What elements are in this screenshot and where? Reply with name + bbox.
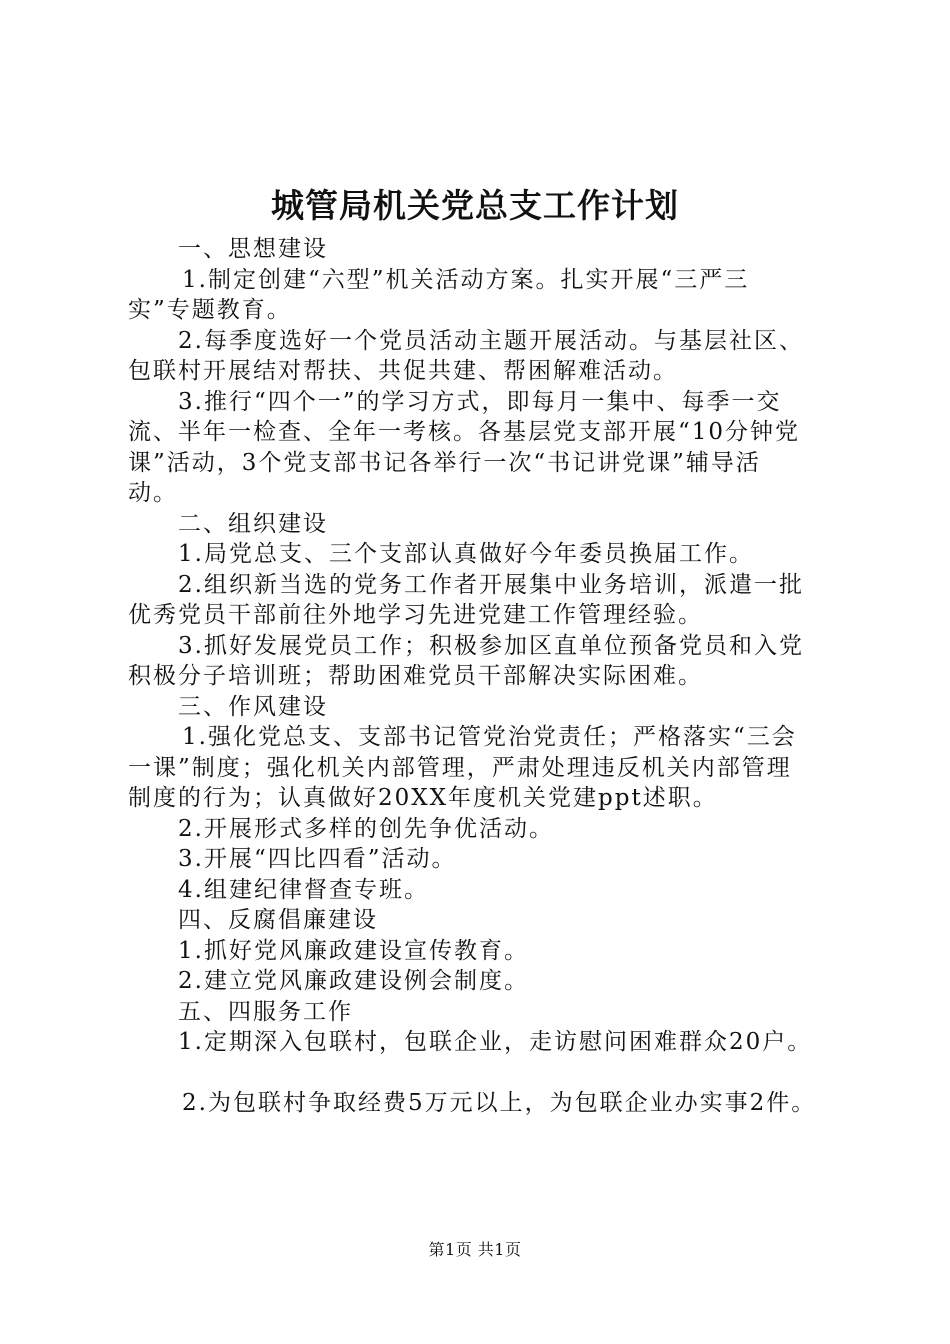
paragraph-line: 制度的行为；认真做好20XX年度机关党建ppt述职。 [128, 785, 718, 811]
section-heading-2: 二、组织建设 [178, 510, 328, 537]
section-heading-4: 四、反腐倡廉建设 [178, 907, 378, 933]
paragraph-line: 动。 [128, 480, 178, 506]
paragraph-line: 1.局党总支、三个支部认真做好今年委员换届工作。 [178, 541, 754, 567]
paragraph-line: 4.组建纪律督查专班。 [178, 876, 429, 903]
section-heading-1: 一、思想建设 [178, 236, 328, 262]
paragraph-line: 优秀党员干部前往外地学习先进党建工作管理经验。 [128, 602, 703, 628]
blank-line [128, 1058, 834, 1089]
paragraph-line: 3.推行“四个一”的学习方式，即每月一集中、每季一交 [178, 388, 782, 415]
section-heading-3: 三、作风建设 [178, 693, 328, 720]
paragraph-line: 包联村开展结对帮扶、共促共建、帮困解难活动。 [128, 358, 678, 384]
paragraph-line: 1.制定创建“六型”机关活动方案。扎实开展“三严三 [182, 266, 750, 293]
page-footer: 第1页 共1页 [428, 1240, 522, 1259]
paragraph-line: 1.强化党总支、支部书记管党治党责任；严格落实“三会 [182, 724, 797, 750]
paragraph-line: 2.建立党风廉政建设例会制度。 [178, 968, 529, 994]
paragraph-line: 3.开展“四比四看”活动。 [178, 846, 457, 872]
paragraph-line: 实”专题教育。 [128, 297, 292, 323]
document-body [128, 234, 834, 1119]
paragraph-line: 一课”制度；强化机关内部管理，严肃处理违反机关内部管理 [128, 754, 792, 781]
paragraph-line: 2.为包联村争取经费5万元以上，为包联企业办实事2件。 [182, 1090, 817, 1116]
paragraph-line: 流、半年一检查、全年一考核。各基层党支部开展“10分钟党 [128, 419, 801, 445]
paragraph-line: 2.每季度选好一个党员活动主题开展活动。与基层社区、 [178, 327, 804, 354]
paragraph-line: 课”活动，3个党支部书记各举行一次“书记讲党课”辅导活 [128, 449, 761, 476]
paragraph-line: 1.抓好党风廉政建设宣传教育。 [178, 937, 529, 964]
paragraph-line: 1.定期深入包联村，包联企业，走访慰问困难群众20户。 [178, 1029, 813, 1055]
paragraph-line: 2.组织新当选的党务工作者开展集中业务培训，派遣一批 [178, 571, 804, 598]
page-title: 城管局机关党总支工作计划 [271, 186, 679, 225]
paragraph-line: 2.开展形式多样的创先争优活动。 [178, 815, 554, 842]
paragraph-line: 3.抓好发展党员工作；积极参加区直单位预备党员和入党 [178, 632, 804, 659]
paragraph-line: 积极分子培训班；帮助困难党员干部解决实际困难。 [128, 663, 703, 689]
section-heading-5: 五、四服务工作 [178, 998, 353, 1025]
